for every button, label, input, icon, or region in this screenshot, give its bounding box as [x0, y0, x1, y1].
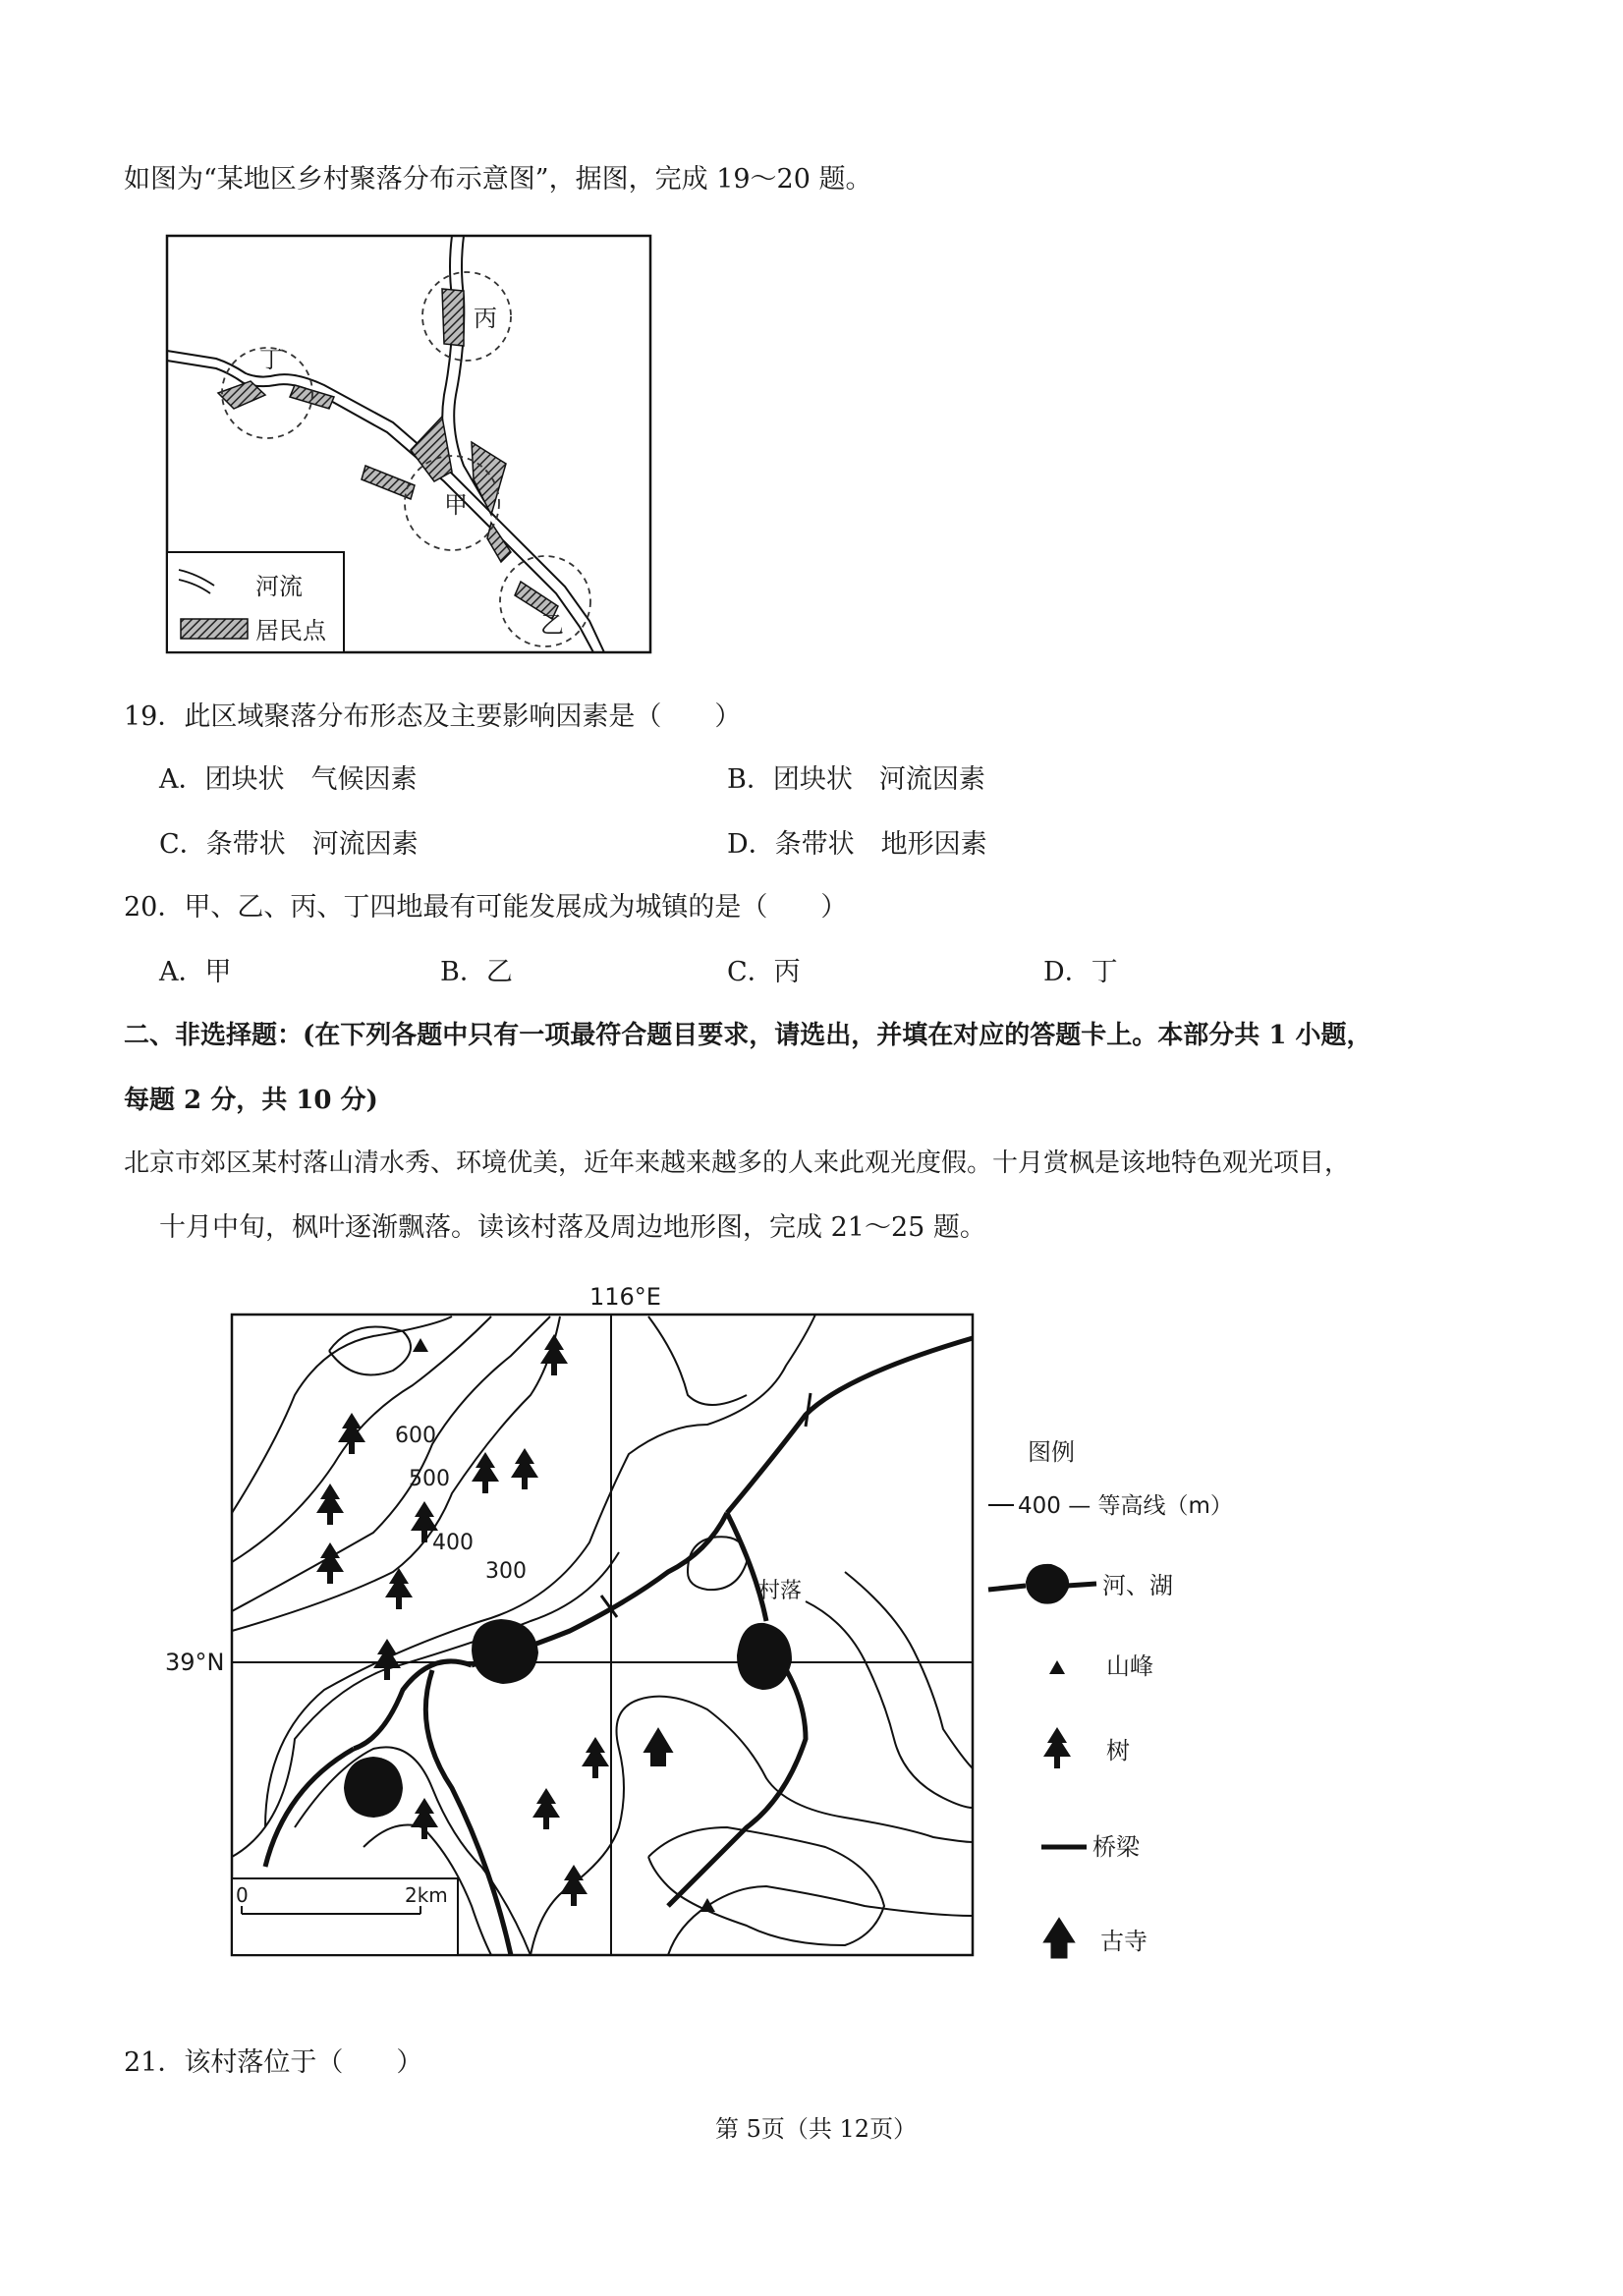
label-ding: 丁	[259, 346, 283, 373]
scale-start: 0	[236, 1883, 249, 1907]
legend-bridge: 桥梁	[1092, 1833, 1140, 1861]
label-yi: 乙	[540, 611, 564, 639]
passage-line2: 十月中旬，枫叶逐渐飘落。读该村落及周边地形图，完成 21～25 题。	[159, 1212, 986, 1243]
q19-option-d: D．条带状 地形因素	[727, 829, 987, 860]
section2-heading-line1: 二、非选择题：(在下列各题中只有一项最符合题目要求，请选出，并填在对应的答题卡上。本部分共 1 小题，	[124, 1021, 1372, 1050]
label-jia: 甲	[444, 491, 468, 519]
q20-stem: 20．甲、乙、丙、丁四地最有可能发展成为城镇的是（ ）	[124, 892, 848, 923]
contour-label-500: 500	[409, 1467, 450, 1491]
settlement-map	[157, 228, 668, 660]
passage-line1: 北京市郊区某村落山清水秀、环境优美，近年来越来越多的人来此观光度假。十月赏枫是该地特色观光项目，	[124, 1148, 1351, 1178]
q19-option-b: B．团块状 河流因素	[727, 764, 985, 795]
legend-river-lake: 河、湖	[1102, 1572, 1173, 1599]
q21-stem: 21．该村落位于（ ）	[124, 2047, 423, 2078]
legend-peak: 山峰	[1106, 1652, 1153, 1680]
intro-text: 如图为“某地区乡村聚落分布示意图”，据图，完成 19～20 题。	[124, 164, 872, 195]
q20-option-c: C．丙	[727, 957, 801, 987]
legend-title: 图例	[1028, 1438, 1075, 1466]
legend-river-label: 河流	[255, 573, 303, 600]
legend-peak-icon	[1049, 1660, 1065, 1674]
q20-option-a: A．甲	[159, 957, 232, 987]
legend-temple: 古寺	[1100, 1928, 1147, 1955]
section2-heading-line2: 每题 2 分，共 10 分)	[124, 1086, 378, 1115]
topographic-map	[157, 1277, 1326, 2063]
legend-temple-icon	[1045, 1920, 1073, 1957]
q19-option-c: C．条带状 河流因素	[159, 829, 419, 860]
legend-settlement-label: 居民点	[255, 617, 326, 644]
legend-tree: 树	[1106, 1737, 1130, 1764]
page-footer: 第 5页（共 12页）	[715, 2115, 918, 2143]
lon-label: 116°E	[589, 1283, 661, 1311]
label-bing: 丙	[474, 305, 497, 332]
q20-option-b: B．乙	[440, 957, 513, 987]
lat-label: 39°N	[165, 1649, 225, 1676]
q20-option-d: D．丁	[1043, 957, 1118, 987]
legend-contour: 400 — 等高线（m）	[1018, 1493, 1233, 1519]
contour-label-400: 400	[432, 1531, 474, 1555]
q19-option-a: A．团块状 气候因素	[159, 764, 418, 795]
contour-label-300: 300	[485, 1559, 527, 1584]
contour-label-600: 600	[395, 1424, 436, 1448]
village-label: 村落	[758, 1579, 803, 1603]
scale-end: 2km	[405, 1883, 448, 1907]
q19-stem: 19．此区域聚落分布形态及主要影响因素是（ ）	[124, 701, 742, 732]
